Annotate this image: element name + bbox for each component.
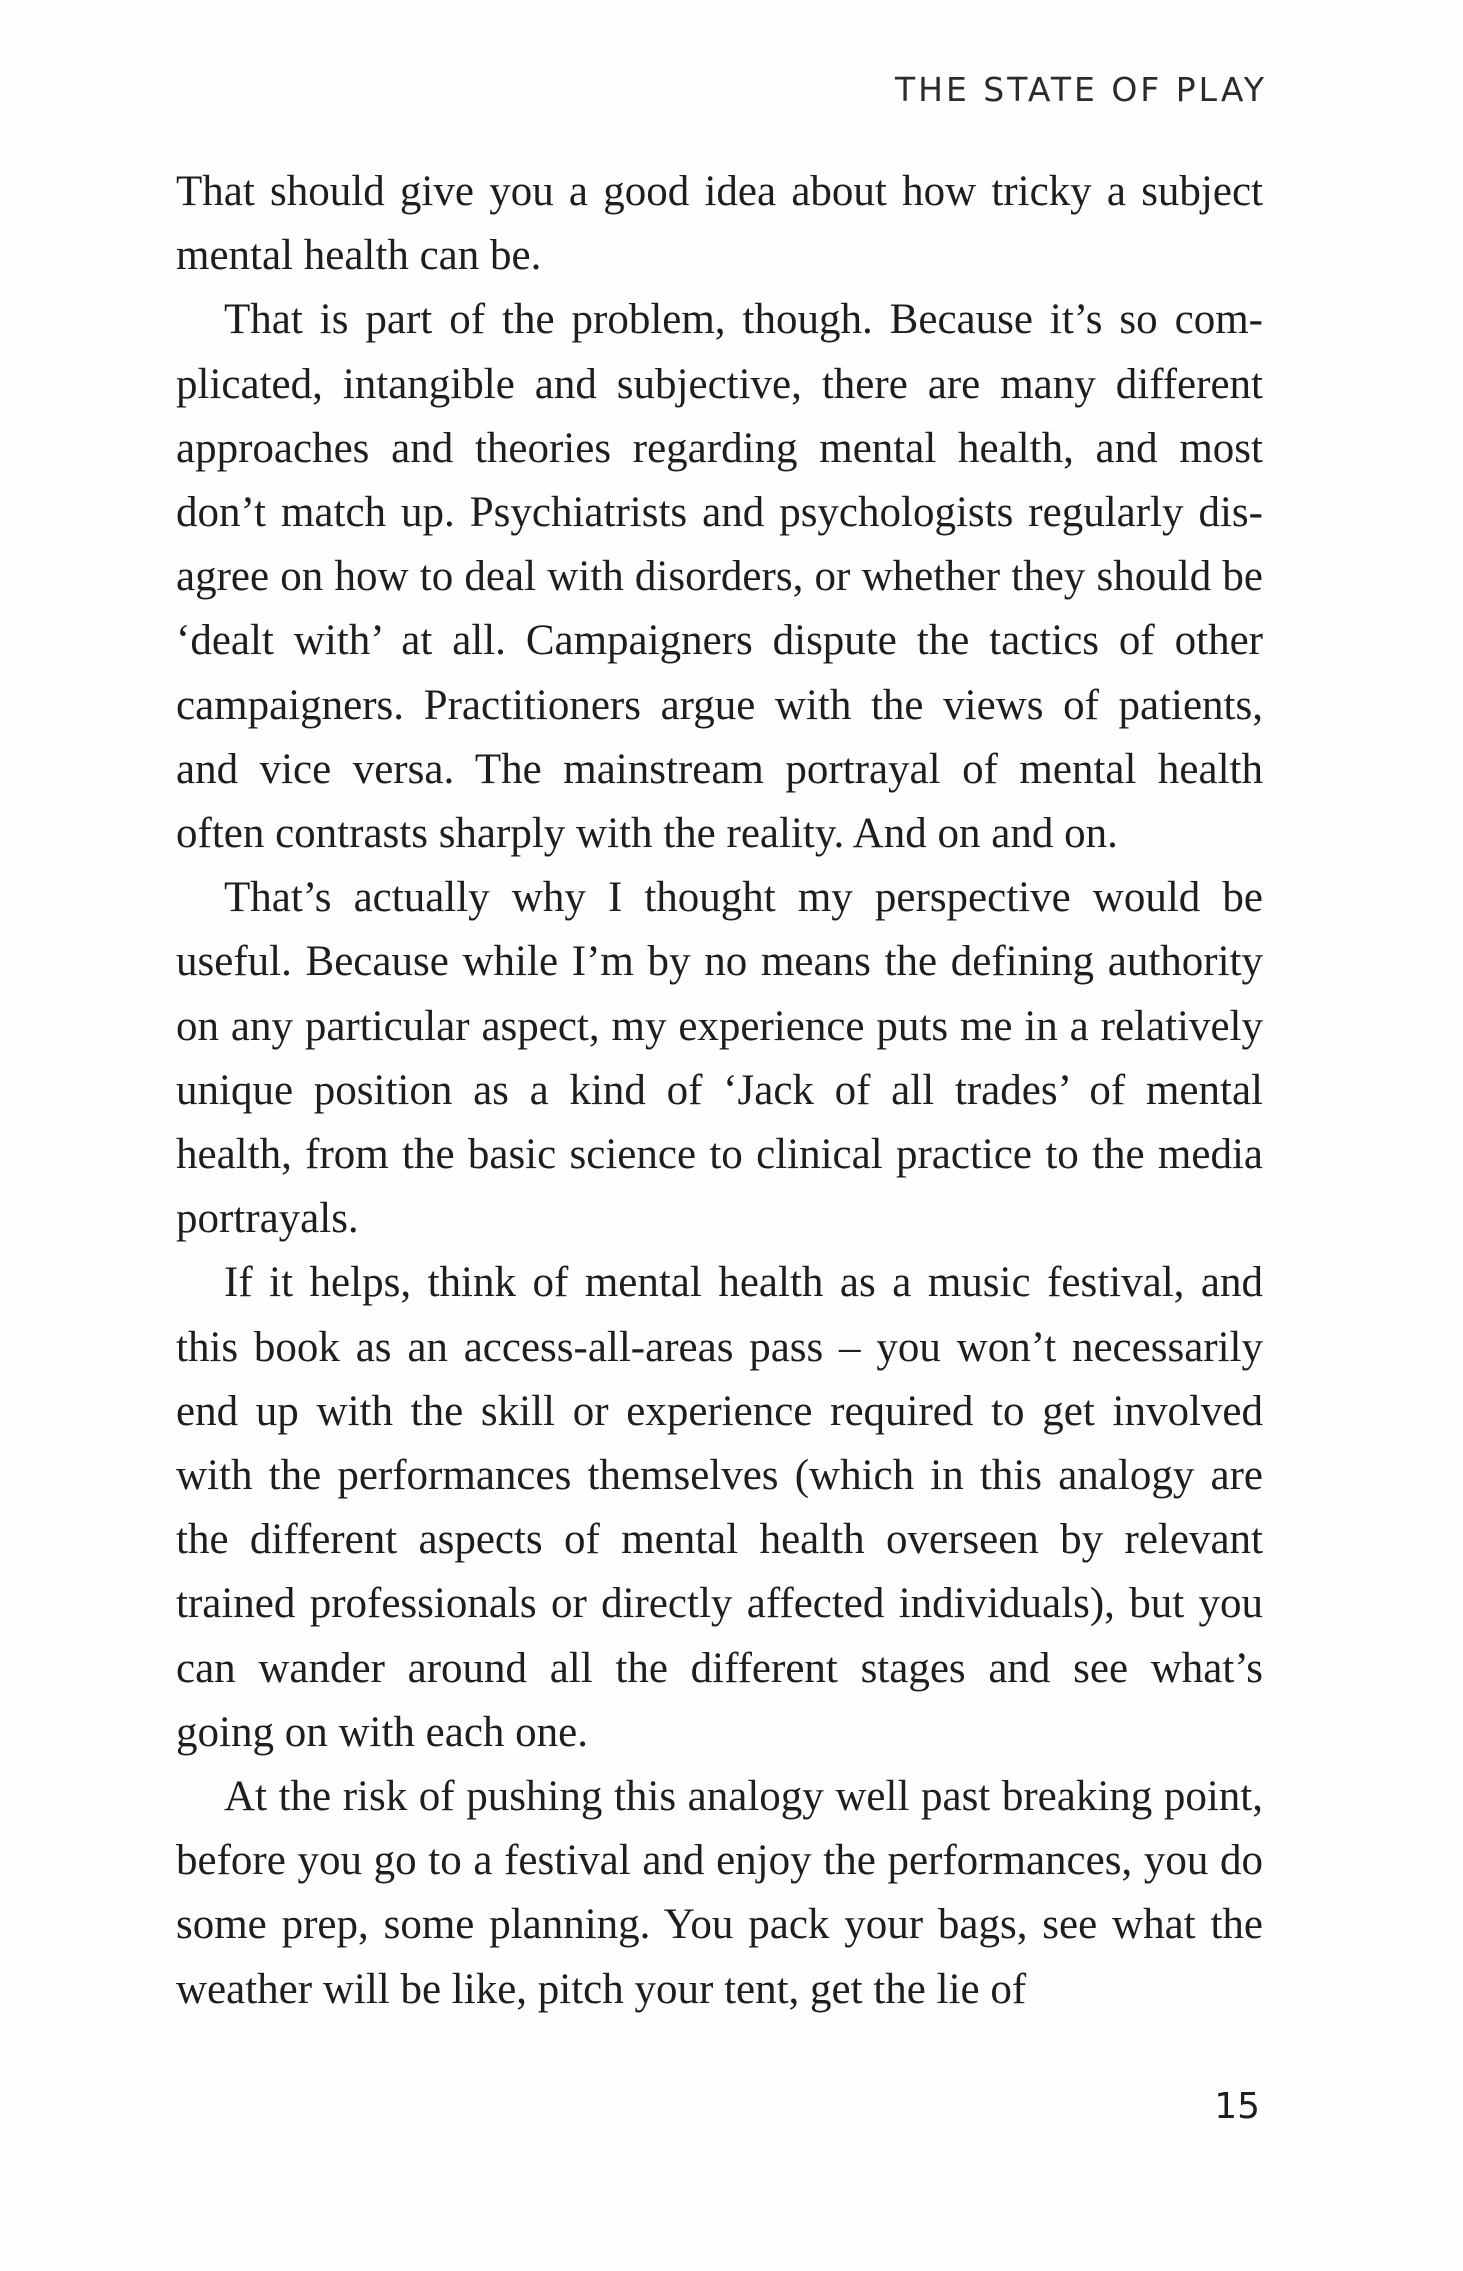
running-head: THE STATE OF PLAY [894,70,1267,109]
paragraph: That should give you a good idea about how tricky a subject mental health can be. [176,168,1263,280]
body-text [176,160,1263,2022]
page-number: 15 [1214,2086,1260,2127]
paragraph: That is part of the problem, though. Because it’s so complicated, intangible and subjective, there are many different approaches and theories regarding mental health, and most don’t match up. Psychiatrists and psychologists regularly disagree on how to deal with disorders, or whether they should be ‘dealt with’ at all. Campaigners dispute the tactics of other campaigners. Practitioners argue with the views of patients, and vice versa. The mainstream portrayal of mental health often contrasts sharply with the reality. And on and on. [176,296,1263,858]
paragraph: That’s actually why I thought my perspective would be useful. Because while I’m by no means the defining authority on any particular aspect, my experience puts me in a relatively unique position as a kind of ‘Jack of all trades’ of mental health, from the basic science to clinical practice to the media portrayals. [176,874,1263,1243]
paragraph: If it helps, think of mental health as a music festival, and this book as an access-all-areas pass – you won’t necessarily end up with the skill or experience required to get involved with the performances themselves (which in this analogy are the different aspects of mental health overseen by relevant trained professionals or directly affected individuals), but you can wander around all the different stages and see what’s going on with each one. [176,1259,1263,1756]
paragraph: At the risk of pushing this analogy well past breaking point, before you go to a festival and enjoy the performances, you do some prep, some planning. You pack your bags, see what the weather will be like, pitch your tent, get the lie of [176,1773,1263,2013]
